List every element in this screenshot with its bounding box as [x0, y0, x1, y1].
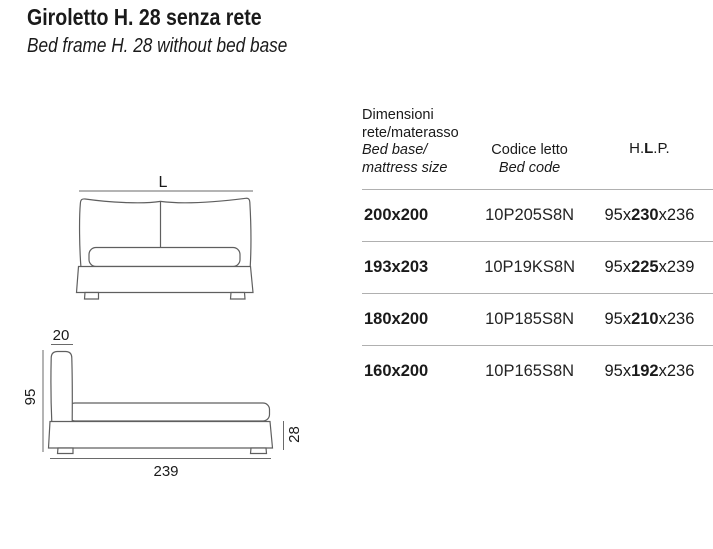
- code-cell: 10P205S8N: [485, 206, 575, 224]
- hlp-h: H.: [629, 139, 645, 157]
- size-header-en-line2: mattress size: [362, 159, 448, 176]
- hlp-cell: [581, 362, 713, 381]
- code-cell: 10P165S8N: [485, 362, 575, 380]
- hlp-depth: x236: [658, 362, 695, 380]
- hlp-depth: x236: [658, 206, 695, 224]
- size-cell: 160x200: [364, 362, 429, 380]
- size-header-en-line1: Bed base/: [362, 142, 428, 158]
- spec-table: [362, 98, 713, 397]
- page-subtitle: Bed frame H. 28 without bed base: [27, 34, 288, 57]
- frame-height-dimension-label: 28: [286, 426, 303, 443]
- code-header-en: Bed code: [498, 159, 561, 176]
- table-row: [362, 293, 713, 345]
- total-length-dimension-label: 239: [153, 463, 179, 480]
- total-height-dimension-label: 95: [22, 388, 39, 406]
- size-header-it-line1: Dimensioni: [362, 107, 434, 123]
- code-header-it: Codice letto: [491, 142, 568, 158]
- table-row: [362, 189, 713, 241]
- hlp-width: 210: [631, 310, 659, 328]
- hlp-l: L: [644, 139, 654, 157]
- hlp-width: 225: [631, 258, 659, 276]
- size-cell: 180x200: [364, 310, 429, 328]
- table-row: [362, 241, 713, 293]
- hlp-depth: x236: [658, 310, 695, 328]
- hlp-cell: [581, 206, 713, 225]
- side-view-diagram: [20, 320, 314, 486]
- column-header-hlp: [581, 140, 713, 190]
- code-cell: 10P185S8N: [485, 310, 575, 328]
- page-title: Giroletto H. 28 senza rete: [27, 4, 262, 30]
- headboard-thickness-dimension-label: 20: [52, 327, 70, 344]
- column-header-code: [478, 142, 581, 189]
- size-cell: 193x203: [364, 258, 429, 276]
- hlp-height: 95x: [604, 258, 632, 276]
- spec-table-header: [362, 98, 713, 189]
- column-header-size: [362, 107, 478, 189]
- hlp-p: .P.: [653, 139, 670, 157]
- table-row: [362, 345, 713, 397]
- size-header-it-line2: rete/materasso: [362, 124, 459, 141]
- hlp-depth: x239: [658, 258, 695, 276]
- hlp-cell: [581, 310, 713, 329]
- hlp-cell: [581, 258, 713, 277]
- hlp-width: 192: [631, 362, 659, 380]
- hlp-width: 230: [631, 206, 659, 224]
- code-cell: 10P19KS8N: [484, 258, 576, 276]
- hlp-height: 95x: [604, 206, 632, 224]
- hlp-height: 95x: [604, 310, 632, 328]
- front-view-diagram: [72, 170, 260, 304]
- size-cell: 200x200: [364, 206, 429, 224]
- hlp-height: 95x: [604, 362, 632, 380]
- front-width-dimension-label: L: [158, 174, 168, 191]
